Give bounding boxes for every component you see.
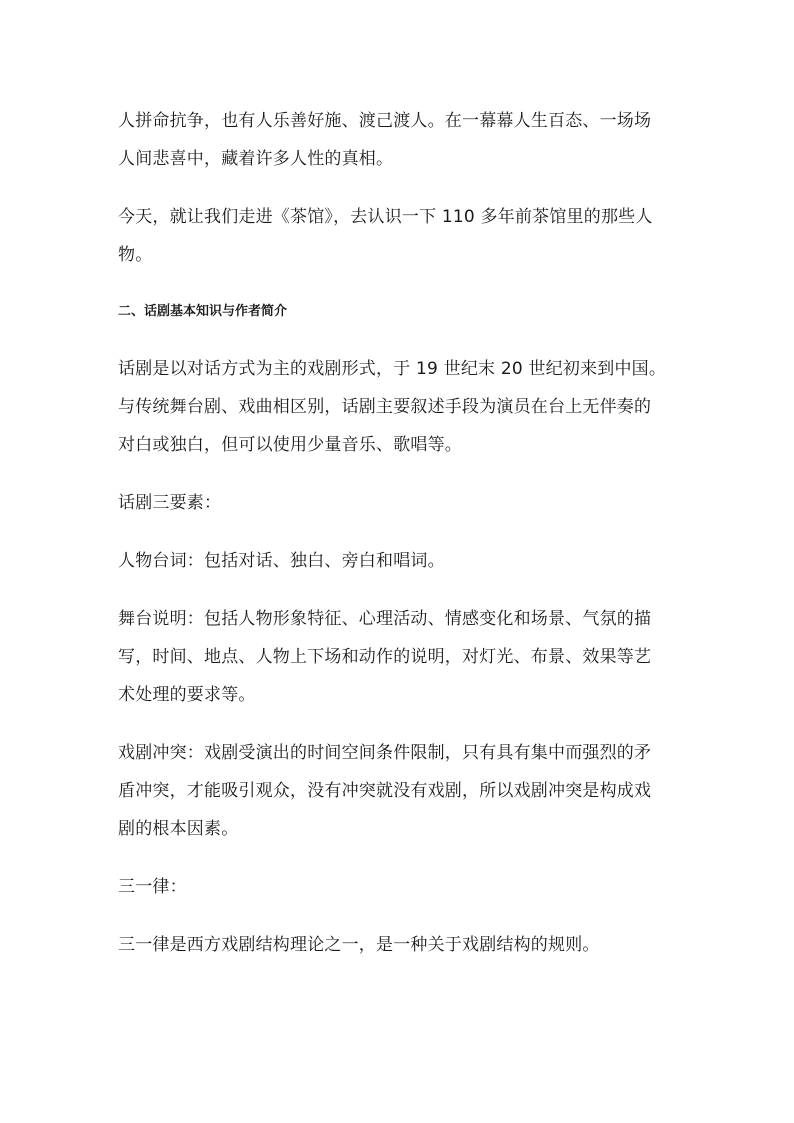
paragraph-intro-continuation: [118, 102, 683, 178]
text-line: 物。: [118, 245, 153, 265]
text-line: 人拼命抗争，也有人乐善好施、渡己渡人。在一幕幕人生百态、一场场: [118, 111, 652, 131]
text-line: 话剧是以对话方式为主的戏剧形式，于 19 世纪末 20 世纪初来到中国。: [118, 359, 667, 379]
text-line: 剧的根本因素。: [118, 819, 239, 839]
paragraph-three-unities-definition: [118, 926, 683, 964]
text-line: 三一律是西方戏剧结构理论之一，是一种关于戏剧结构的规则。: [118, 935, 600, 955]
text-line: 盾冲突，才能吸引观众，没有冲突就没有戏剧，所以戏剧冲突是构成戏: [118, 781, 652, 801]
paragraph-three-unities-label: [118, 868, 683, 906]
paragraph-dramatic-conflict: [118, 734, 683, 848]
text-line: 写，时间、地点、人物上下场和动作的说明，对灯光、布景、效果等艺: [118, 647, 652, 667]
paragraph-teahouse-intro: [118, 198, 683, 274]
text-line: 术处理的要求等。: [118, 685, 256, 705]
paragraph-three-elements-label: [118, 484, 683, 522]
text-line: 对白或独白，但可以使用少量音乐、歌唱等。: [118, 435, 462, 455]
text-line: 三一律：: [118, 877, 187, 897]
text-line: 今天，就让我们走进《茶馆》，去认识一下 110 多年前茶馆里的那些人: [118, 207, 653, 227]
paragraph-character-lines: [118, 542, 683, 580]
document-page: [118, 102, 683, 964]
text-line: 话剧三要素：: [118, 493, 222, 513]
paragraph-stage-directions: [118, 600, 683, 714]
text-line: 人间悲喜中，藏着许多人性的真相。: [118, 149, 394, 169]
text-line: 与传统舞台剧、戏曲相区别，话剧主要叙述手段为演员在台上无伴奏的: [118, 397, 652, 417]
text-line: 戏剧冲突：戏剧受演出的时间空间条件限制，只有具有集中而强烈的矛: [118, 743, 652, 763]
paragraph-drama-definition: [118, 350, 683, 464]
text-line: 人物台词：包括对话、独白、旁白和唱词。: [118, 551, 445, 571]
text-line: 舞台说明：包括人物形象特征、心理活动、情感变化和场景、气氛的描: [118, 609, 652, 629]
section-heading: 二、话剧基本知识与作者简介: [118, 304, 288, 319]
